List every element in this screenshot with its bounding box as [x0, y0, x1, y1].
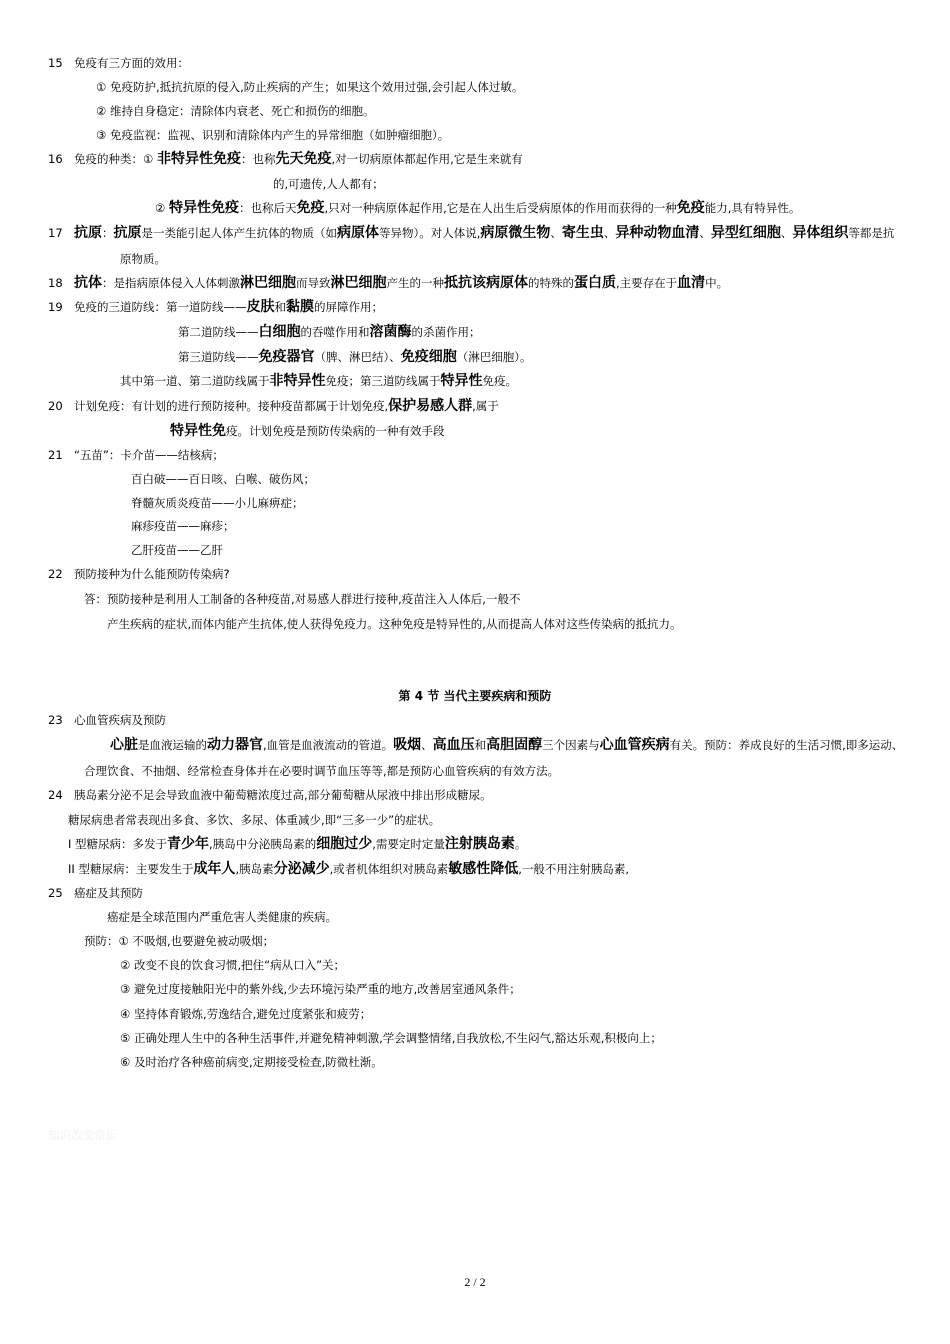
watermark: 知识改变命运 — [48, 1128, 117, 1142]
text-line: 第三道防线——免疫器官（脾、淋巴结）、免疫细胞（淋巴细胞）。 — [178, 349, 532, 365]
text-line: 原物质。 — [120, 252, 166, 266]
item-20 — [48, 398, 499, 414]
key-term: 病原微生物 — [480, 225, 551, 241]
text-line: ② 改变不良的饮食习惯,把住“病从口入”关； — [120, 958, 346, 972]
item-text: 胰岛素分泌不足会导致血液中葡萄糖浓度过高,部分葡萄糖从尿液中排出形成糖尿。 — [74, 788, 492, 802]
item-text: 预防接种为什么能预防传染病? — [74, 567, 230, 581]
key-term: 注射胰岛素 — [444, 836, 515, 852]
item-number: 23 — [48, 713, 63, 727]
text-line: I 型糖尿病：多发于青少年,胰岛中分泌胰岛素的细胞过少,需要定时定量注射胰岛素。 — [68, 836, 527, 852]
key-term: 免疫器官 — [258, 349, 315, 365]
item-25 — [48, 885, 143, 901]
key-term: 抵抗该病原体 — [444, 275, 528, 291]
key-term: 心脏 — [110, 737, 138, 753]
key-term: 黏膜 — [286, 299, 314, 315]
key-term: 非特异性免疫 — [156, 151, 241, 167]
key-term: 皮肤 — [246, 299, 275, 315]
text-line: 癌症是全球范围内严重危害人类健康的疾病。 — [107, 910, 337, 924]
key-term: 成年人 — [193, 861, 236, 877]
text-line: ③ 避免过度接触阳光中的紫外线,少去环境污染严重的地方,改善居室通风条件； — [120, 982, 521, 996]
item-text: 癌症及其预防 — [74, 886, 143, 900]
key-term: 免疫细胞 — [400, 349, 457, 365]
key-term: 寄生虫 — [561, 225, 604, 241]
text-line: 其中第一道、第二道防线属于非特异性免疫；第三道防线属于特异性免疫。 — [120, 373, 517, 389]
item-22 — [48, 566, 230, 582]
key-term: 免疫 — [296, 200, 325, 216]
key-term: 异体组织 — [792, 225, 849, 241]
key-term: 高胆固醇 — [486, 737, 543, 753]
item-23 — [48, 712, 166, 728]
item-number: 25 — [48, 886, 63, 900]
key-term: 分泌减少 — [273, 861, 330, 877]
text-line: 合理饮食、不抽烟、经常检查身体并在必要时调节血压等等,都是预防心血管疾病的有效方法。 — [84, 764, 560, 778]
item-text: 计划免疫：有计划的进行预防接种。接种疫苗都属于计划免疫,保护易感人群,属于 — [74, 398, 499, 414]
key-term: 抗原 — [74, 225, 102, 241]
key-term: 细胞过少 — [316, 836, 373, 852]
text-line: ⑥ 及时治疗各种癌前病变,定期接受检查,防微杜渐。 — [120, 1055, 383, 1069]
item-number: 20 — [48, 399, 63, 413]
item-number: 24 — [48, 788, 63, 802]
text-line: 乙肝疫苗——乙肝 — [131, 543, 223, 557]
key-term: 免疫 — [676, 200, 705, 216]
item-17 — [48, 225, 894, 241]
key-term: 抗体 — [74, 275, 102, 291]
item-number: 17 — [48, 226, 63, 240]
text-line: ② 维持自身稳定：清除体内衰老、死亡和损伤的细胞。 — [96, 104, 375, 118]
key-term: 心血管疾病 — [599, 737, 670, 753]
text-line: 糖尿病患者常表现出多食、多饮、多尿、体重减少,即“三多一少”的症状。 — [68, 813, 441, 827]
page-number: 2 / 2 — [464, 1275, 486, 1289]
item-number: 21 — [48, 448, 63, 462]
key-term: 溶菌酶 — [369, 324, 412, 340]
key-term: 特异性免疫 — [168, 200, 239, 216]
key-term: 白细胞 — [258, 324, 301, 340]
item-text: “五苗”：卡介苗——结核病； — [74, 448, 224, 462]
text-line: 答：预防接种是利用人工制备的各种疫苗,对易感人群进行接种,疫苗注入人体后,一般不 — [84, 592, 521, 606]
item-number: 18 — [48, 276, 63, 290]
key-term: 高血压 — [432, 737, 475, 753]
key-term: 淋巴细胞 — [240, 275, 296, 291]
text-line: II 型糖尿病：主要发生于成年人,胰岛素分泌减少,或者机体组织对胰岛素敏感性降低,一般不用注射胰岛素, — [68, 861, 630, 877]
item-number: 16 — [48, 152, 63, 166]
text-line: ② 特异性免疫：也称后天免疫,只对一种病原体起作用,它是在人出生后受病原体的作用而获得的一种免疫能力,具有特异性。 — [155, 200, 801, 216]
text-line: ③ 免疫监视：监视、识别和清除体内产生的异常细胞（如肿瘤细胞）。 — [96, 128, 450, 142]
item-text: 免疫有三方面的效用： — [74, 56, 189, 70]
item-number: 22 — [48, 567, 63, 581]
text-line: 第二道防线——白细胞的吞噬作用和溶菌酶的杀菌作用； — [178, 324, 481, 340]
key-term: 淋巴细胞 — [330, 275, 387, 291]
key-term: 非特异性 — [269, 373, 326, 389]
item-number: 19 — [48, 300, 63, 314]
key-term: 特异性 — [440, 373, 483, 389]
item-number: 15 — [48, 56, 63, 70]
key-term: 动力器官 — [207, 737, 263, 753]
key-term: 吸烟 — [393, 737, 422, 753]
item-16 — [48, 151, 523, 167]
text-line: ① 免疫防护,抵抗抗原的侵入,防止疾病的产生；如果这个效用过强,会引起人体过敏。 — [96, 80, 524, 94]
text-line: 脊髓灰质炎疫苗——小儿麻痹症； — [131, 496, 304, 510]
item-text: 免疫的种类：① 非特异性免疫：也称先天免疫,对一切病原体都起作用,它是生来就有 — [74, 151, 523, 167]
item-21 — [48, 447, 224, 463]
item-text: 抗体：是指病原体侵入人体刺激淋巴细胞而导致淋巴细胞产生的一种抵抗该病原体的特殊的蛋白质,主要存在于血清中。 — [74, 275, 729, 291]
key-term: 血清 — [677, 275, 706, 291]
text-line: 产生疾病的症状,而体内能产生抗体,使人获得免疫力。这种免疫是特异性的,从而提高人体对这些传染病的抵抗力。 — [107, 617, 682, 631]
item-text: 免疫的三道防线：第一道防线——皮肤和黏膜的屏障作用； — [74, 299, 383, 315]
key-term: 异种动物血清 — [615, 225, 700, 241]
key-term: 青少年 — [167, 836, 210, 852]
key-term: 病原体 — [337, 225, 379, 241]
key-term: 抗原 — [113, 225, 142, 241]
key-term: 先天免疫 — [275, 151, 332, 167]
key-term: 蛋白质 — [574, 275, 616, 291]
text-line: 心脏是血液运输的动力器官,血管是血液流动的管道。吸烟、高血压和高胆固醇三个因素与心血管疾病有关。预防：养成良好的生活习惯,即多运动、 — [110, 737, 904, 753]
text-line: 麻疹疫苗——麻疹； — [131, 519, 235, 533]
item-text: 心血管疾病及预防 — [74, 713, 166, 727]
text-line: 的,可遗传,人人都有； — [273, 177, 384, 191]
text-line: ④ 坚持体育锻炼,劳逸结合,避免过度紧张和疲劳； — [120, 1007, 372, 1021]
text-line: 预防：① 不吸烟,也要避免被动吸烟； — [84, 934, 275, 948]
key-term: 特异性免 — [170, 423, 226, 439]
text-line: 特异性免疫。计划免疫是预防传染病的一种有效手段 — [170, 423, 445, 439]
item-24 — [48, 787, 492, 803]
item-15 — [48, 55, 189, 71]
item-19 — [48, 299, 383, 315]
text-line: ⑤ 正确处理人生中的各种生活事件,并避免精神刺激,学会调整情绪,自我放松,不生闷气,豁达乐观,积极向上； — [120, 1031, 662, 1045]
item-text: 抗原：抗原是一类能引起人体产生抗体的物质（如病原体等异物）。对人体说,病原微生物、寄生虫、异种动物血清、异型红细胞、异体组织等都是抗 — [74, 225, 895, 241]
key-term: 保护易感人群 — [388, 398, 473, 414]
item-18 — [48, 275, 728, 291]
text-line: 百白破——百日咳、白喉、破伤风； — [131, 472, 315, 486]
key-term: 异型红细胞 — [710, 225, 781, 241]
section-heading: 第 4 节 当代主要疾病和预防 — [398, 689, 552, 703]
key-term: 敏感性降低 — [448, 861, 519, 877]
